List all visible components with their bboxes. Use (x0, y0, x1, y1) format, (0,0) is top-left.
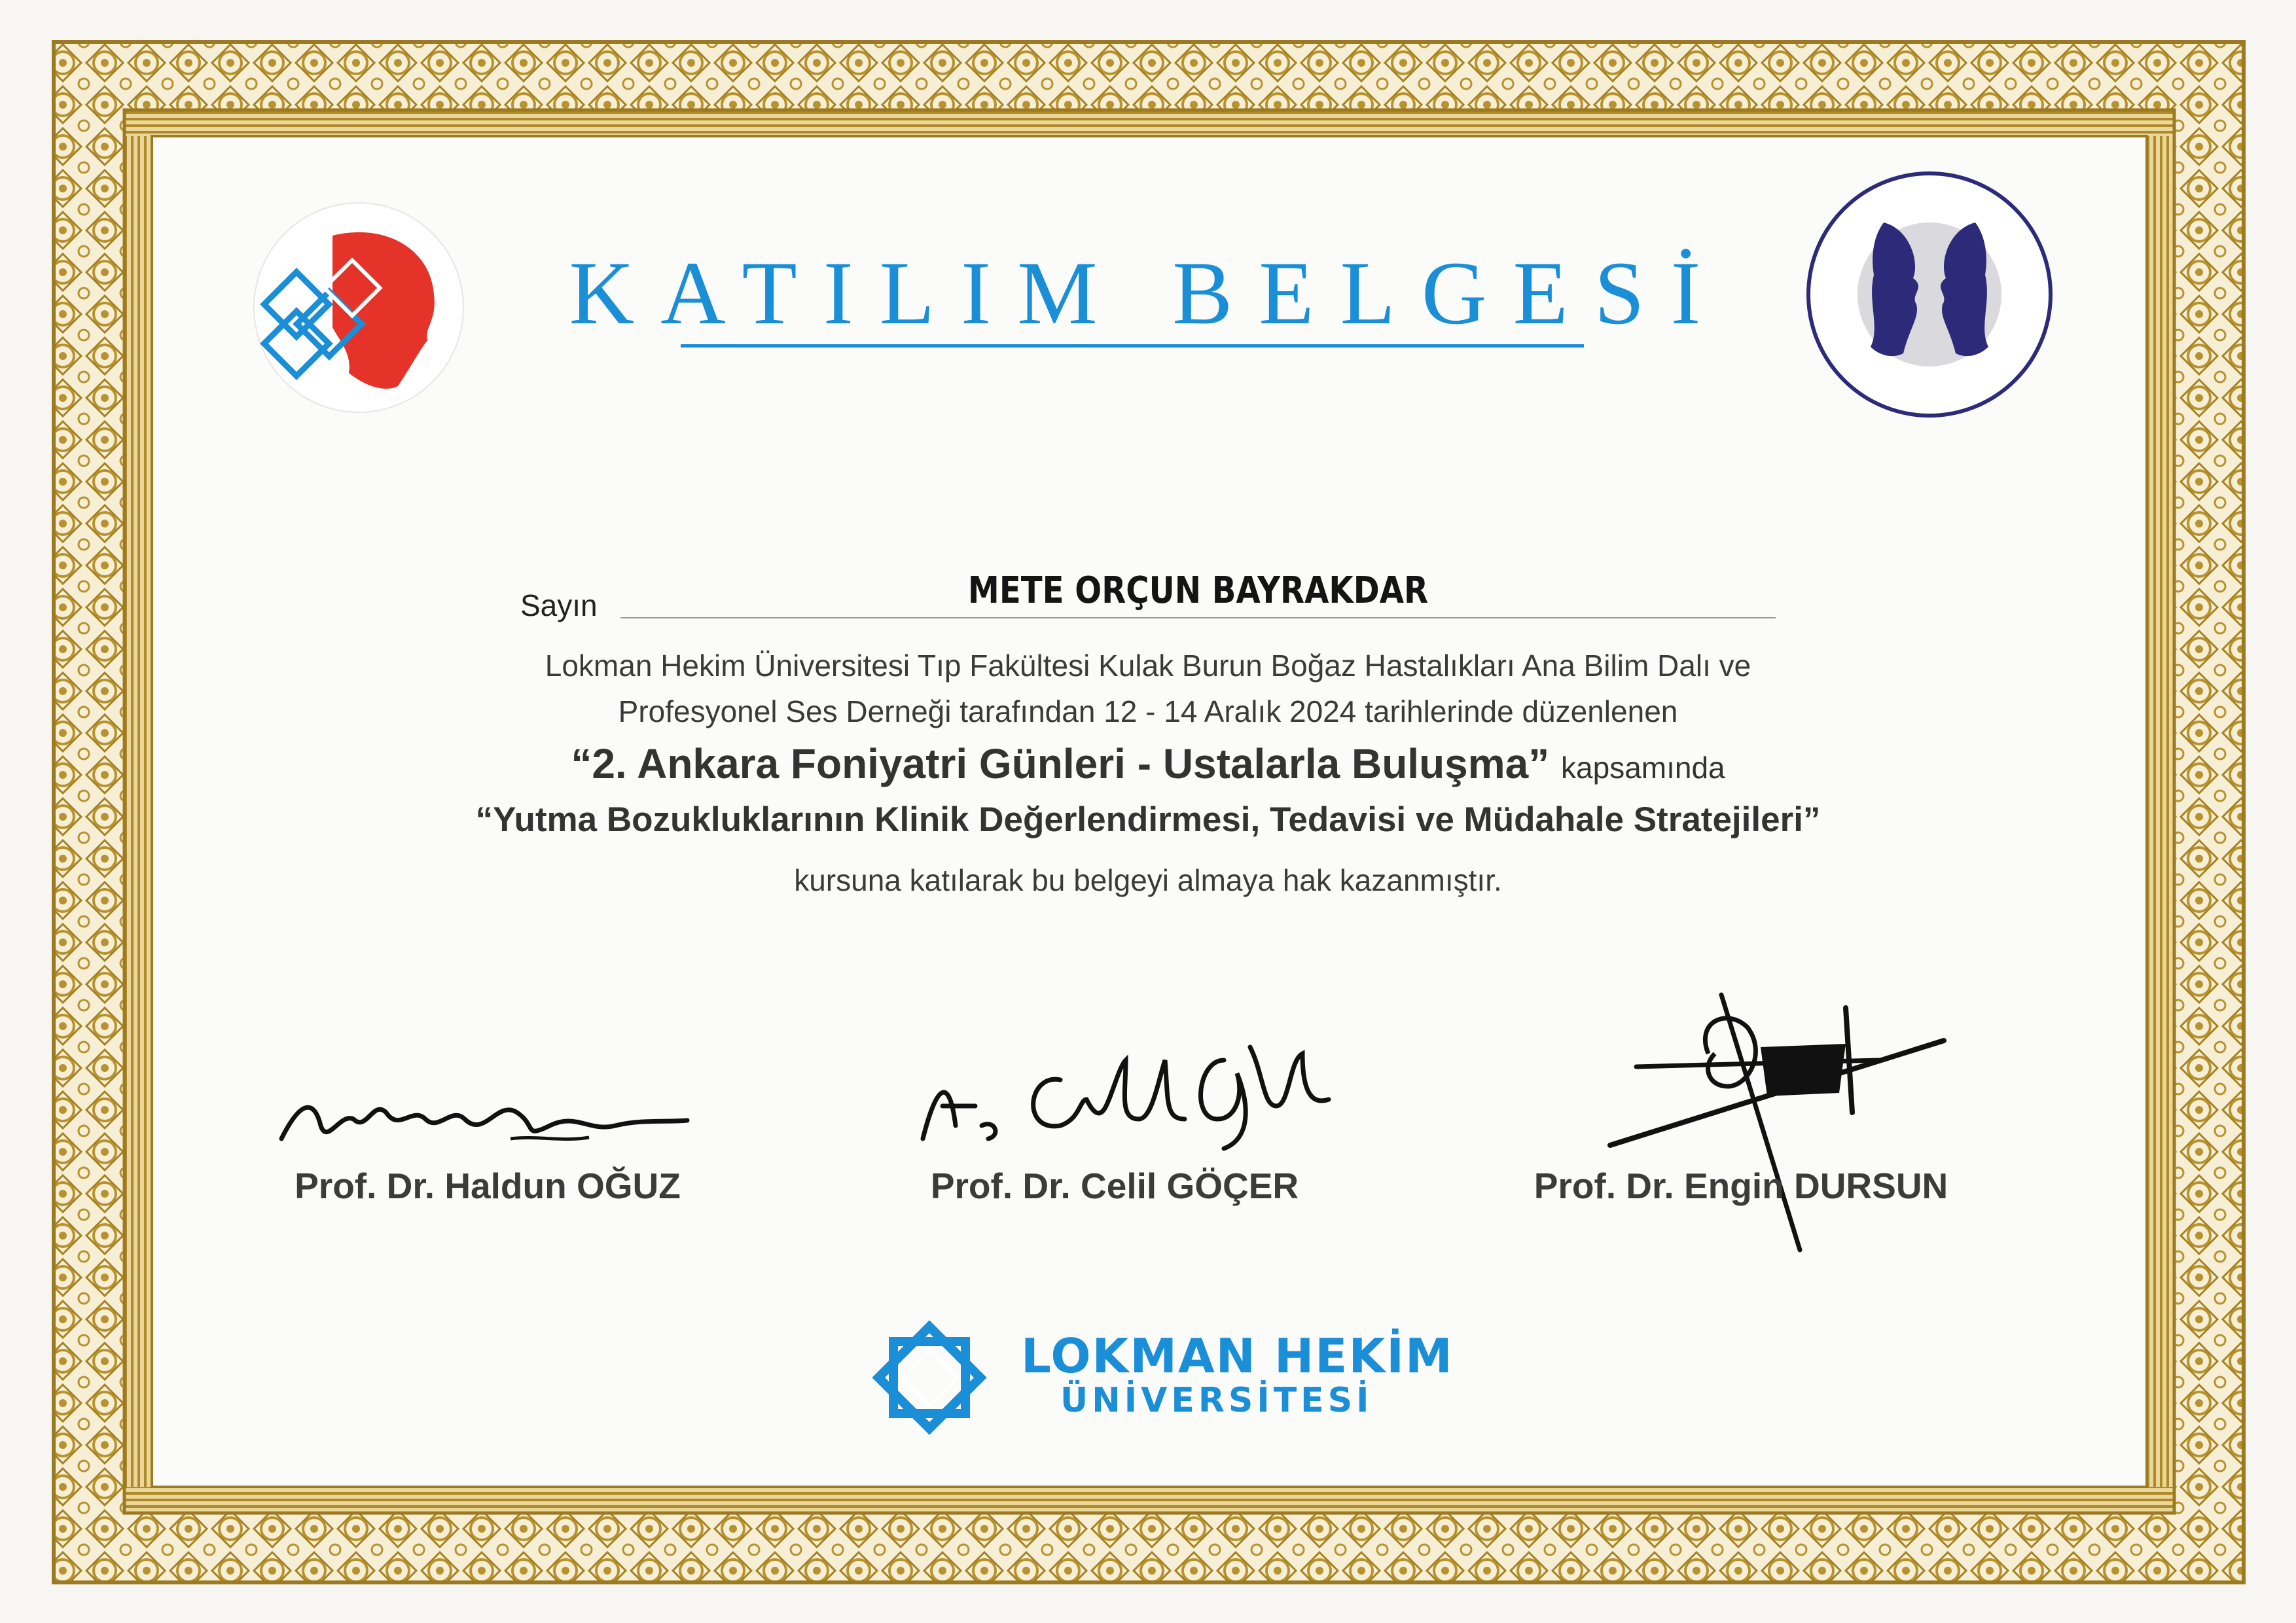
recipient-name: METE ORÇUN BAYRAKDAR (967, 569, 1429, 612)
association-logo (1805, 164, 2054, 425)
signature-dursun (1597, 982, 1964, 1257)
event-line (0, 740, 2296, 788)
closing-text: kursuna katılarak bu belgeyi almaya hak kazanmıştır. (794, 863, 1502, 897)
footer-logo-line-1: LOKMAN HEKİM (1021, 1329, 1454, 1383)
event-name: “2. Ankara Foniyatri Günleri - Ustalarla Buluşma” (571, 740, 1550, 787)
body-text-line-2: Profesyonel Ses Derneği tarafından 12 - 14 Aralık 2024 tarihlerinde düzenlenen (618, 694, 1678, 728)
footer-logo-line-2: ÜNİVERSİTESİ (1060, 1381, 1373, 1420)
certificate-title: KATILIM BELGESİ (569, 243, 1727, 343)
signature-gocer (910, 1021, 1342, 1152)
course-name: “Yutma Bozukluklarının Klinik Değerlendirmesi, Tedavisi ve Müdahale Stratejileri” (475, 800, 1821, 839)
name-underline (620, 617, 1776, 618)
signature-oguz (275, 1073, 694, 1152)
event-suffix: kapsamında (1561, 751, 1725, 785)
salutation: Sayın (520, 588, 598, 622)
signatory-name: Prof. Dr. Haldun OĞUZ (295, 1166, 681, 1206)
title-underline (681, 344, 1584, 348)
body-text-line-1: Lokman Hekim Üniversitesi Tıp Fakültesi Kulak Burun Boğaz Hastalıkları Ana Bilim Dalı ve (545, 649, 1751, 683)
university-emblem-icon (857, 1309, 1001, 1446)
signatory-name: Prof. Dr. Engin DURSUN (1534, 1166, 1948, 1206)
signatory-name: Prof. Dr. Celil GÖÇER (930, 1166, 1299, 1206)
